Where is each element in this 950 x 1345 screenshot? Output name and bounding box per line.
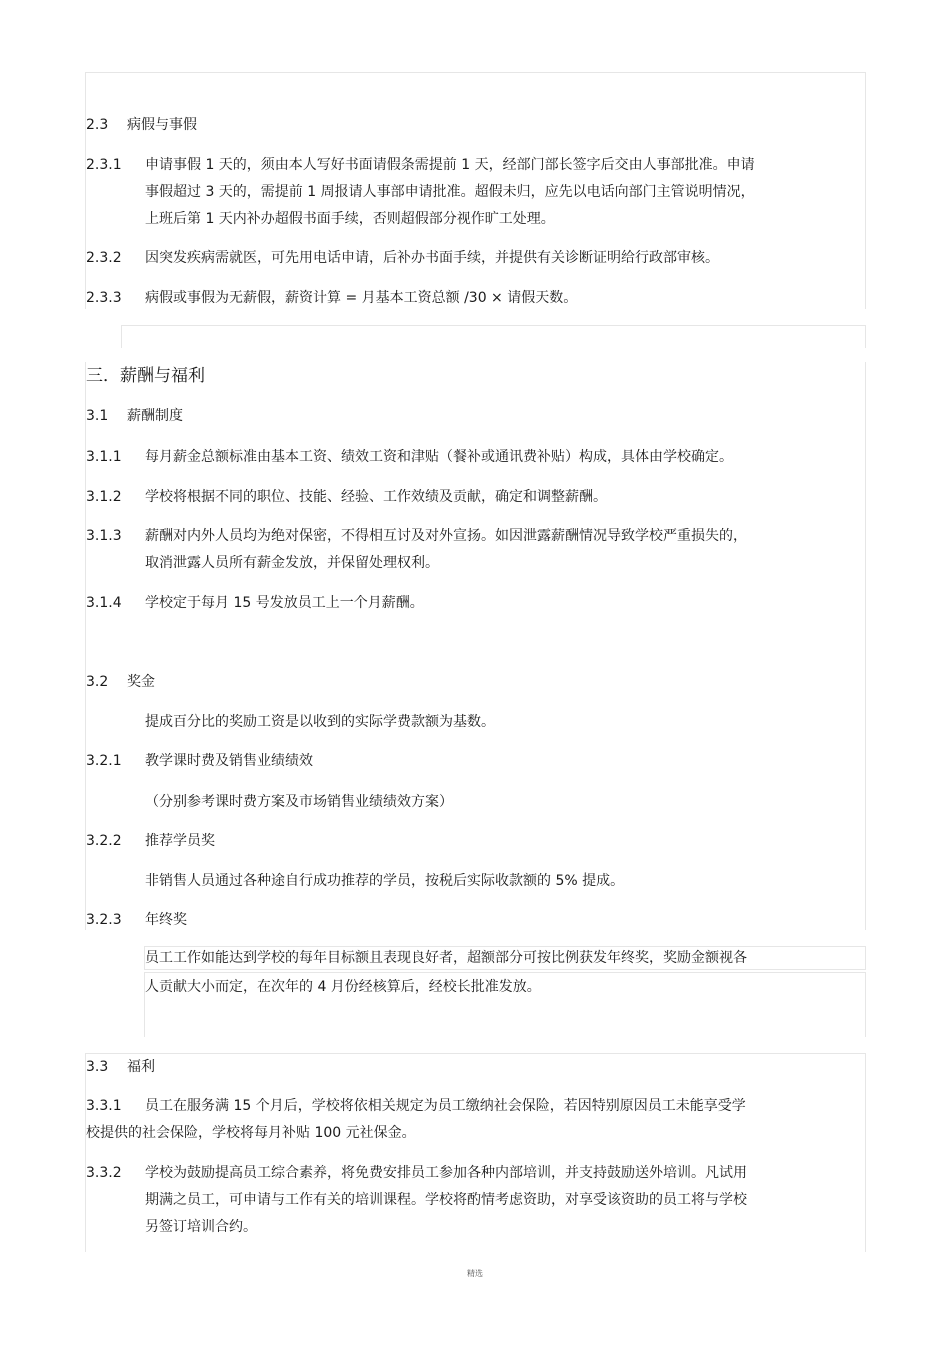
clause-line: 员工工作如能达到学校的每年目标额且表现良好者，超额部分可按比例获发年终奖，奖励金额视各 — [145, 950, 747, 966]
clause-line: 薪酬对内外人员均为绝对保密，不得相互讨及对外宣扬。如因泄露薪酬情况导致学校严重损失的， — [145, 528, 747, 544]
section-title: 薪酬制度 — [127, 408, 183, 424]
clause-line: 每月薪金总额标准由基本工资、绩效工资和津贴（餐补或通讯费补贴）构成，具体由学校确定。 — [145, 449, 733, 465]
section-title: 奖金 — [127, 674, 155, 690]
clause-line: 员工在服务满 15 个月后，学校将依相关规定为员工缴纳社会保险，若因特别原因员工未能享受学 — [145, 1098, 746, 1114]
clause-number: 3.1.4 — [86, 595, 122, 611]
clause-line: 另签订培训合约。 — [145, 1219, 257, 1235]
section-number: 3.1 — [86, 408, 109, 424]
section-number: 2.3 — [86, 117, 109, 133]
section-number: 3.3 — [86, 1059, 109, 1075]
chapter-title: 三．薪酬与福利 — [86, 366, 205, 386]
clause-line: 期满之员工，可申请与工作有关的培训课程。学校将酌情考虑资助，对享受该资助的员工将与学校 — [145, 1192, 747, 1208]
section-note: 提成百分比的奖励工资是以收到的实际学费款额为基数。 — [145, 714, 495, 730]
clause-note: （分别参考课时费方案及市场销售业绩绩效方案） — [145, 794, 453, 810]
clause-number: 2.3.1 — [86, 157, 122, 173]
clause-line: 因突发疾病需就医，可先用电话申请，后补办书面手续，并提供有关诊断证明给行政部审核。 — [145, 250, 719, 266]
clause-title: 年终奖 — [145, 912, 187, 928]
clause-number: 3.1.2 — [86, 489, 122, 505]
clause-line: 申请事假 1 天的，须由本人写好书面请假条需提前 1 天，经部门部长签字后交由人事部批准。申请 — [145, 157, 755, 173]
clause-number: 2.3.3 — [86, 290, 122, 306]
clause-line: 校提供的社会保险，学校将每月补贴 100 元社保金。 — [86, 1125, 416, 1141]
section-title: 病假与事假 — [127, 117, 197, 133]
clause-number: 3.3.1 — [86, 1098, 122, 1114]
clause-line: 学校定于每月 15 号发放员工上一个月薪酬。 — [145, 595, 424, 611]
clause-number: 3.1.1 — [86, 449, 122, 465]
clause-number: 3.1.3 — [86, 528, 122, 544]
clause-line: 学校为鼓励提高员工综合素养，将免费安排员工参加各种内部培训，并支持鼓励送外培训。凡试用 — [145, 1165, 747, 1181]
page-footer: 精选 — [467, 1269, 483, 1278]
clause-number: 3.2.3 — [86, 912, 122, 928]
clause-line: 取消泄露人员所有薪金发放，并保留处理权利。 — [145, 555, 439, 571]
clause-line: 人贡献大小而定，在次年的 4 月份经核算后，经校长批准发放。 — [145, 979, 541, 995]
clause-title: 推荐学员奖 — [145, 833, 215, 849]
clause-line: 事假超过 3 天的，需提前 1 周报请人事部申请批准。超假未归，应先以电话向部门主管说明情况， — [145, 184, 755, 200]
clause-title: 教学课时费及销售业绩绩效 — [145, 753, 313, 769]
section-number: 3.2 — [86, 674, 109, 690]
clause-number: 2.3.2 — [86, 250, 122, 266]
clause-line: 上班后第 1 天内补办超假书面手续，否则超假部分视作旷工处理。 — [145, 211, 555, 227]
clause-line: 学校将根据不同的职位、技能、经验、工作效绩及贡献，确定和调整薪酬。 — [145, 489, 607, 505]
clause-note: 非销售人员通过各种途自行成功推荐的学员，按税后实际收款额的 5% 提成。 — [145, 873, 625, 889]
section-title: 福利 — [127, 1059, 155, 1075]
clause-number: 3.2.1 — [86, 753, 122, 769]
clause-number: 3.2.2 — [86, 833, 122, 849]
clause-line: 病假或事假为无薪假，薪资计算 = 月基本工资总额 /30 × 请假天数。 — [145, 290, 578, 306]
frame-gap — [121, 325, 866, 348]
clause-number: 3.3.2 — [86, 1165, 122, 1181]
